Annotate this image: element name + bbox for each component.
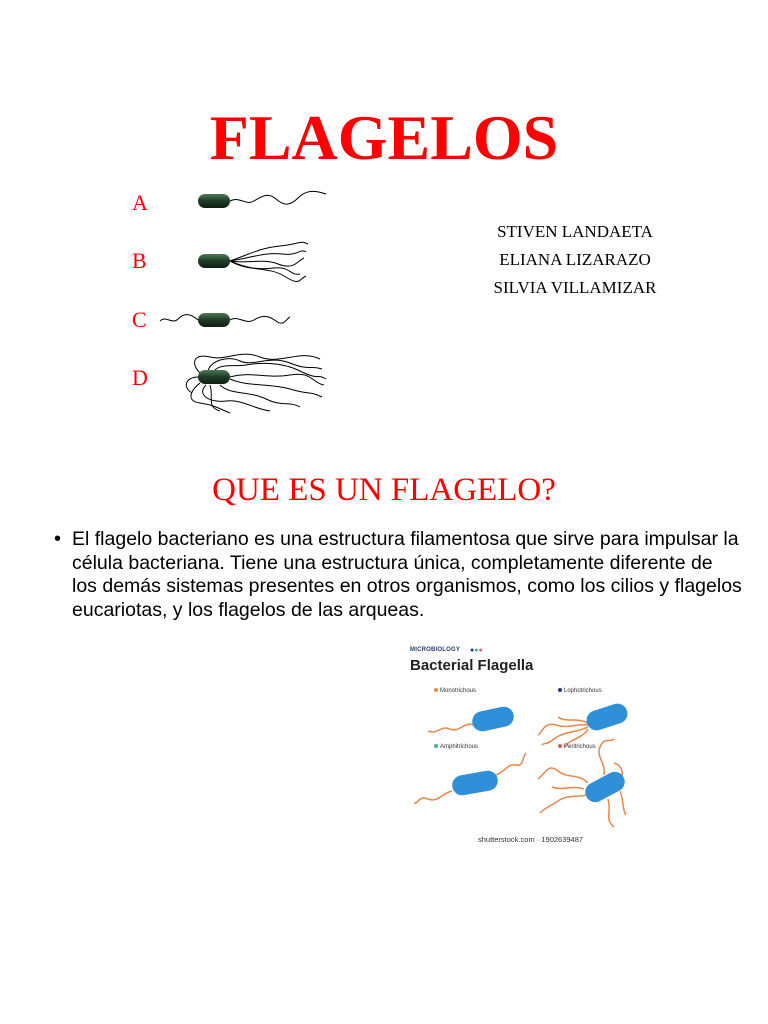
bullet-icon: • [54, 528, 62, 550]
bullet-list [52, 528, 742, 622]
label-a: A [132, 190, 148, 215]
figure-kicker: MICROBIOLOGY [410, 647, 461, 653]
figure-label-lophotrichous: Lophotrichous [558, 688, 602, 694]
figure-label-amphitrichous: Amphitrichous [434, 744, 478, 750]
author-list [470, 218, 680, 302]
dot-icon [434, 688, 438, 692]
figure-credit: shutterstock.com · 1902639487 [478, 835, 584, 844]
list-item [52, 528, 742, 622]
peritrichous-bacterium-icon [150, 343, 340, 419]
label-c: C [132, 307, 147, 332]
bacterial-flagella-figure [408, 643, 628, 848]
dot-icon [558, 688, 562, 692]
bullet-text: El flagelo bacteriano es una estructura filamentosa que sirve para impulsar la célula bacteriana. Tiene una estructura única, completamente diferente de los demás sistemas presentes en otros organismos, como los cilios y flagelos eucariotas, y los flagelos de las arqueas. [72, 528, 742, 621]
label-d: D [132, 365, 148, 390]
page-title: FLAGELOS [209, 102, 559, 173]
section-heading: QUE ES UN FLAGELO? [212, 472, 556, 508]
figure-label-peritrichous: Peritrichous [558, 744, 596, 750]
figure-dots-icon: ●●● [470, 646, 483, 654]
label-b: B [132, 248, 147, 273]
author-name: SILVIA VILLAMIZAR [493, 278, 657, 297]
author-name: STIVEN LANDAETA [497, 222, 653, 241]
dot-icon [434, 744, 438, 748]
figure-title: Bacterial Flagella [410, 657, 534, 674]
dot-icon [558, 744, 562, 748]
author-name: ELIANA LIZARAZO [499, 250, 651, 269]
figure-label-monotrichous: Monotrichous [434, 688, 476, 694]
